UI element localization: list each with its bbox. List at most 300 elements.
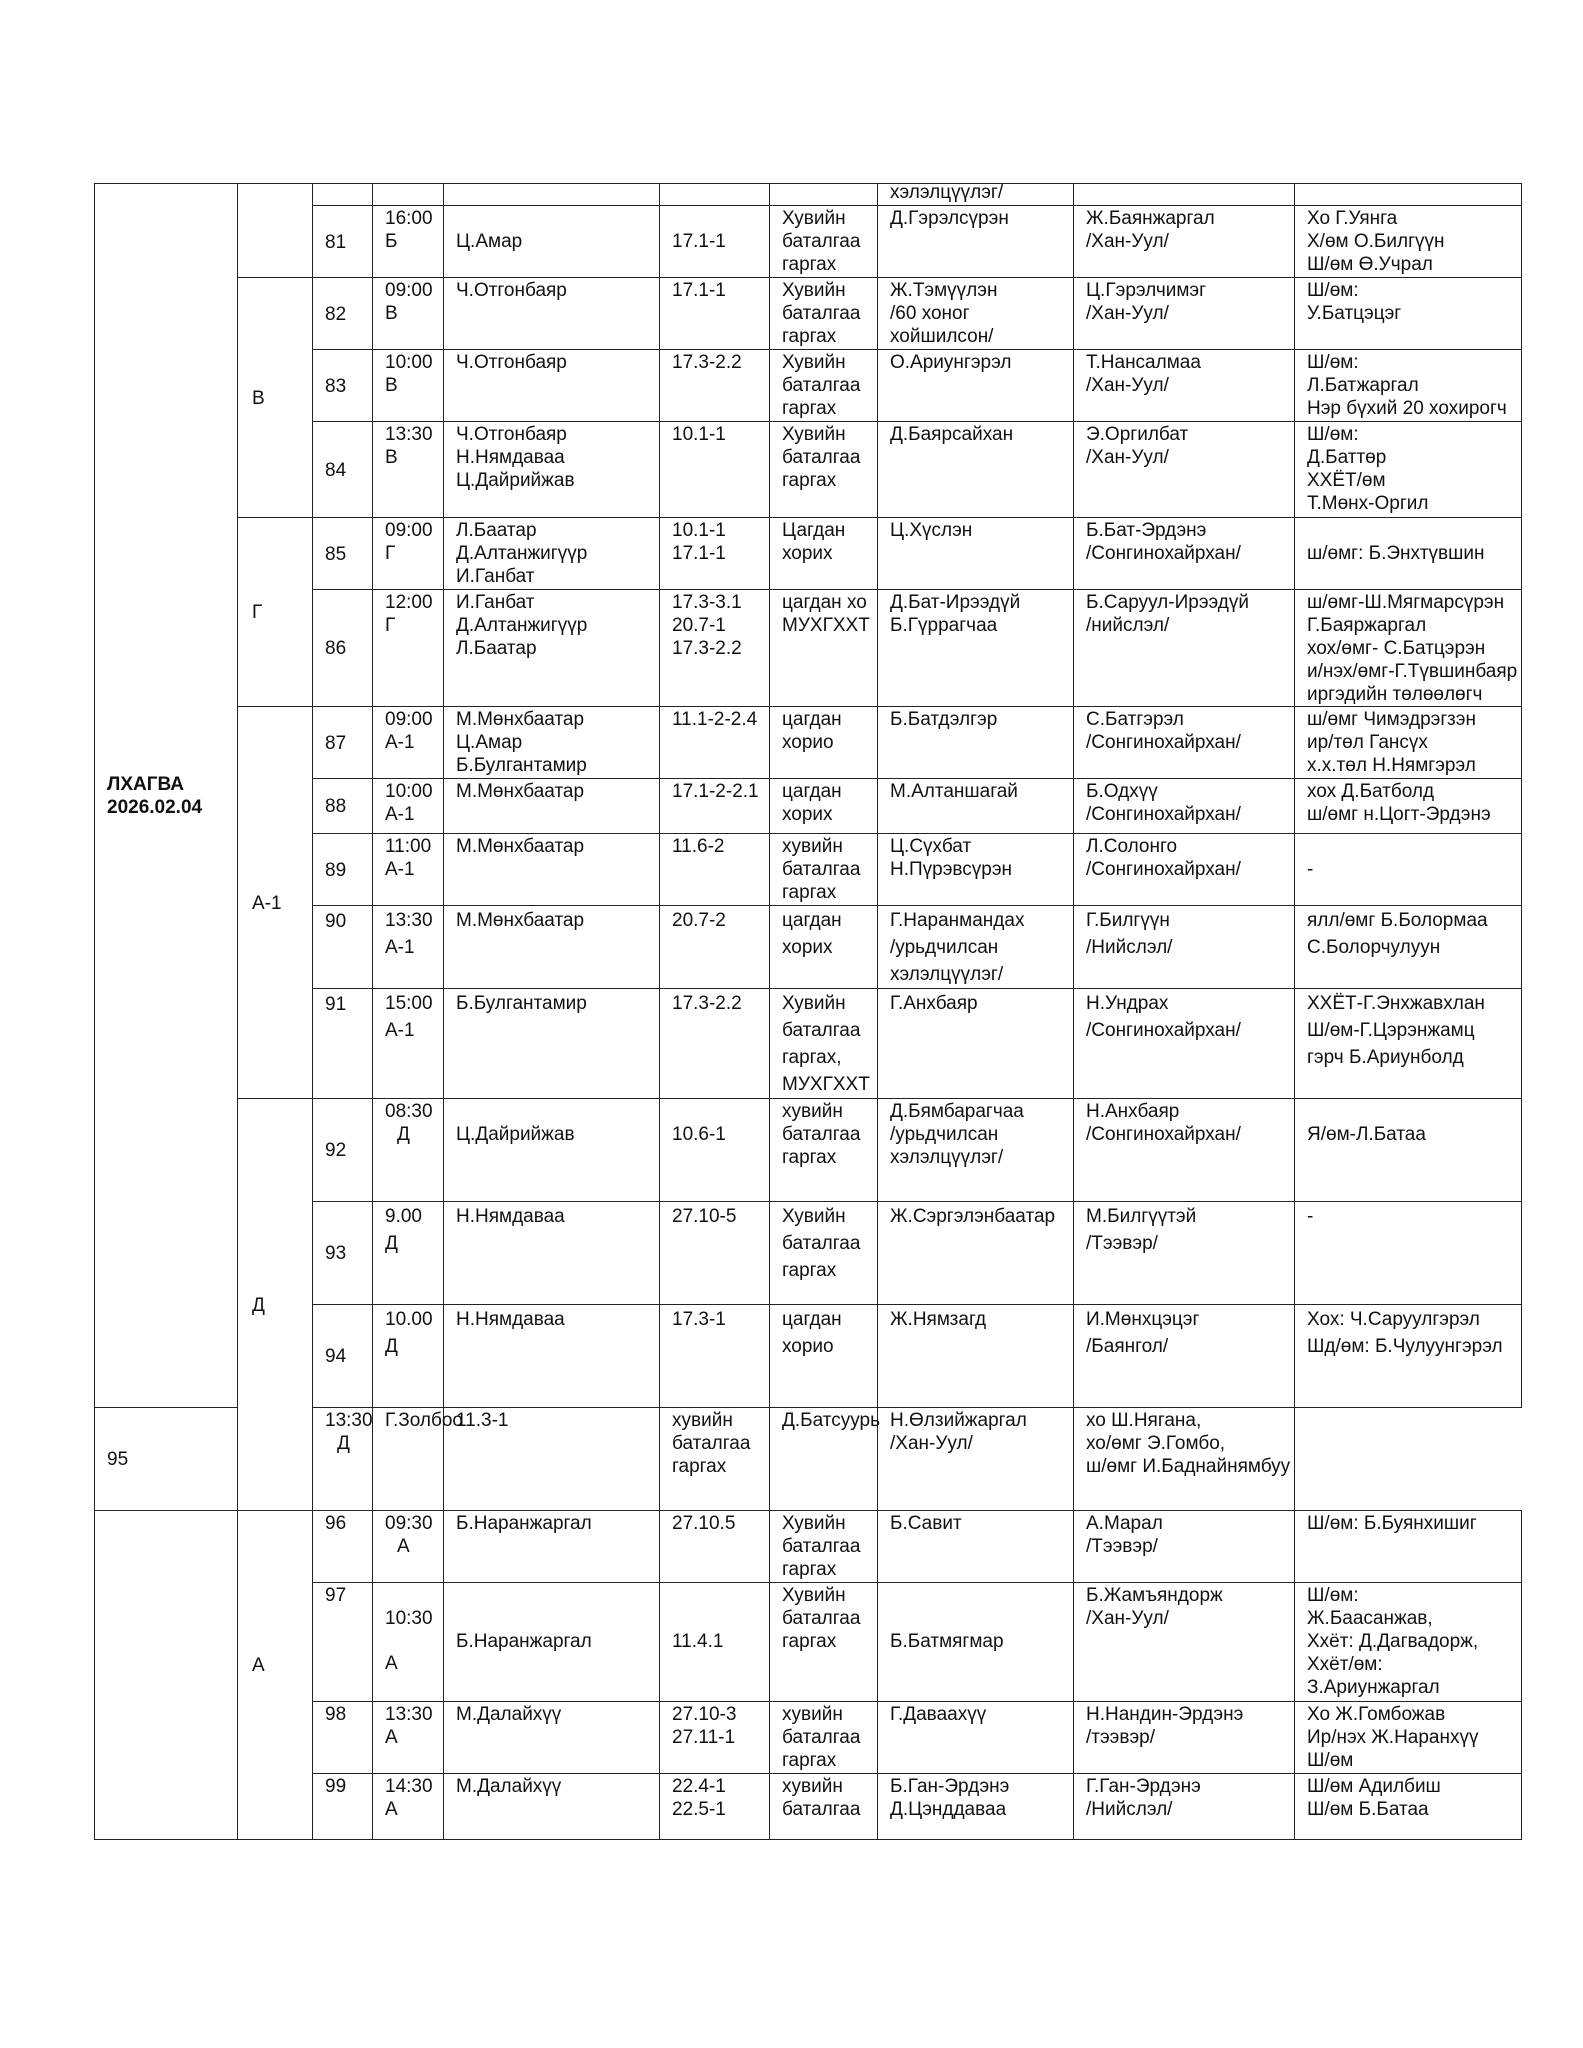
defendant-line: /Хан-Уул/: [1086, 231, 1169, 252]
measure-cell: [770, 206, 878, 278]
row-number-cell: [313, 989, 373, 1099]
article-cell: [660, 1702, 770, 1774]
schedule-body: [95, 184, 1522, 1840]
judges-line: И.Ганбат: [456, 592, 535, 613]
defendant-line: М.Билгүүтэй: [1086, 1206, 1197, 1227]
measure-line: баталгаа: [782, 303, 861, 324]
hearing-time: 10:30: [385, 1608, 433, 1629]
participants-cell: [1295, 590, 1522, 707]
article-line: [672, 1607, 757, 1630]
judges-cell: [444, 1511, 660, 1583]
measure-line: баталгаа: [782, 1536, 861, 1557]
hearing-room: Д: [337, 1433, 350, 1454]
judges-line: [456, 1100, 647, 1123]
defendant-cell: [878, 1408, 1074, 1511]
table-row: [95, 278, 1522, 350]
row-number-cell: [313, 590, 373, 707]
row-number-cell: [313, 834, 373, 906]
prosecutor-line: Д.Бямбарагчаа: [890, 1101, 1024, 1122]
measure-cell: [770, 707, 878, 779]
hearing-room: В: [385, 375, 398, 396]
defendant-line: /Нийслэл/: [1086, 1799, 1173, 1820]
prosecutor-line: хэлэлцүүлэг/: [890, 964, 1004, 985]
article-line: 17.1-2-2.1: [672, 781, 759, 802]
row-number: 82: [325, 303, 347, 325]
article-line: 27.10-3: [672, 1704, 737, 1725]
measure-cell: [770, 1305, 878, 1408]
measure-line: баталгаа: [782, 231, 861, 252]
judges-cell: [444, 1583, 660, 1702]
hearing-time: 09:00: [385, 709, 433, 730]
prosecutor-line: хойшилсон/: [890, 326, 994, 347]
hearing-time: 11:00: [385, 836, 432, 857]
measure-line: цагдан: [782, 709, 842, 730]
hearing-room: А: [385, 1653, 398, 1674]
participants-cell: [1295, 989, 1522, 1099]
article-cell: [660, 989, 770, 1099]
hearing-time: 09:00: [385, 280, 433, 301]
participants-line: -: [1307, 1206, 1314, 1227]
measure-line: Хувийн: [782, 1513, 846, 1534]
prosecutor-cell: [878, 1583, 1074, 1702]
hearing-room: Д: [397, 1124, 410, 1145]
participants-line: З.Ариунжаргал: [1307, 1677, 1440, 1698]
measure-line: Хувийн: [782, 424, 846, 445]
day-name: ЛХАГВА: [107, 774, 184, 795]
row-number: 88: [325, 796, 347, 817]
defendant-line: Л.Солонго: [1086, 836, 1178, 857]
defendant-line: А.Марал: [1086, 1513, 1163, 1534]
row-number: 95: [107, 1449, 129, 1470]
measure-line: гаргах: [782, 882, 837, 903]
article-line: 17.3-2.2: [672, 638, 742, 659]
hearing-time: 9.00: [385, 1206, 422, 1227]
measure-line: Хувийн: [782, 208, 846, 229]
measure-cell: [770, 1774, 878, 1840]
room-label: Д: [252, 1294, 265, 1316]
defendant-line: /Сонгинохайрхан/: [1086, 859, 1241, 880]
measure-line: баталгаа: [672, 1433, 751, 1454]
hearing-time: 10.00: [385, 1309, 433, 1330]
prosecutor-line: Ц.Хүслэн: [890, 520, 973, 541]
row-number-cell: [95, 1408, 238, 1511]
measure-cell: [770, 1099, 878, 1202]
hearing-room: А-1: [385, 1020, 415, 1041]
participants-line: Ш/өм: Б.Буянхишиг: [1307, 1513, 1477, 1534]
judges-cell: [373, 1408, 463, 1511]
participants-line: ш/өмг н.Цогт-Эрдэнэ: [1307, 804, 1491, 825]
prosecutor-line: Д.Бат-Ирээдүй: [890, 592, 1021, 613]
judges-cell: [444, 1774, 660, 1840]
time-cell: [373, 707, 444, 779]
measure-line: МУХГХХТ: [782, 1074, 870, 1095]
judges-line: Б.Наранжаргал: [456, 1513, 592, 1534]
prosecutor-line: Б.Ган-Эрдэнэ: [890, 1776, 1010, 1797]
participants-line: Ш/өм:: [1307, 1585, 1359, 1606]
measure-line: хувийн: [672, 1410, 733, 1431]
prosecutor-cell: [878, 989, 1074, 1099]
participants-line: У.Батцэцэг: [1307, 303, 1402, 324]
judges-line: Г.Золбоо: [385, 1410, 463, 1431]
judges-cell: [444, 1702, 660, 1774]
participants-line: Ш/өм Ө.Учрал: [1307, 254, 1433, 275]
measure-line: гаргах: [782, 1750, 837, 1771]
hearing-room: А-1: [385, 937, 415, 958]
row-number-cell: [313, 1202, 373, 1305]
measure-line: Хувийн: [782, 352, 846, 373]
participants-line: ХХЁТ/өм: [1307, 470, 1386, 491]
article-line: 10.1-1: [672, 520, 726, 541]
time-cell: [373, 518, 444, 590]
empty-cell: [313, 184, 373, 206]
empty-cell: [660, 184, 770, 206]
defendant-cell: [1074, 707, 1295, 779]
measure-line: баталгаа: [782, 1727, 861, 1748]
defendant-line: /Хан-Уул/: [1086, 375, 1169, 396]
measure-line: Хувийн: [782, 1206, 846, 1227]
participants-cell: [1295, 1305, 1522, 1408]
defendant-cell: [1074, 350, 1295, 422]
prosecutor-line: Б.Батдэлгэр: [890, 709, 998, 730]
defendant-line: Н.Анхбаяр: [1086, 1101, 1180, 1122]
participants-cell: [1295, 1774, 1522, 1840]
hearing-room: А: [385, 1727, 398, 1748]
defendant-line: /Сонгинохайрхан/: [1086, 1020, 1241, 1041]
defendant-line: Б.Жамъяндорж: [1086, 1585, 1223, 1606]
participants-line: Д.Баттөр: [1307, 447, 1387, 468]
defendant-line: /Сонгинохайрхан/: [1086, 543, 1241, 564]
prosecutor-line: /урьдчилсан: [890, 937, 999, 958]
article-line: 27.10-5: [672, 1206, 737, 1227]
row-number-cell: [313, 1305, 373, 1408]
prosecutor-cell: [878, 206, 1074, 278]
measure-cell: [770, 1583, 878, 1702]
participants-cell: [1295, 206, 1522, 278]
prosecutor-line: [890, 1607, 1061, 1630]
judges-line: Ц.Амар: [456, 732, 523, 753]
empty-cell: [1074, 184, 1295, 206]
prosecutor-line: Г.Даваахүү: [890, 1704, 987, 1725]
row-number: 90: [325, 911, 347, 932]
prosecutor-cell: [878, 1099, 1074, 1202]
judges-cell: [444, 989, 660, 1099]
row-number: 85: [325, 543, 347, 565]
judges-cell: [444, 906, 660, 989]
participants-cell: [1295, 518, 1522, 590]
prosecutor-cell: [770, 1408, 881, 1511]
judges-line: Ц.Амар: [456, 231, 523, 252]
judges-line: Д.Алтанжигүүр: [456, 543, 588, 564]
continuation-text: хэлэлцүүлэг/: [890, 182, 1004, 203]
day-cell-empty: [95, 1511, 238, 1840]
measure-cell: [770, 989, 878, 1099]
article-cell: [660, 1583, 770, 1702]
article-line: 11.1-2-2.4: [672, 709, 758, 730]
hearing-room: Г: [385, 543, 396, 564]
defendant-line: Г.Билгүүн: [1086, 910, 1170, 931]
time-cell: [373, 834, 444, 906]
defendant-cell: [1074, 834, 1295, 906]
article-cell: [660, 707, 770, 779]
measure-line: баталгаа: [782, 859, 861, 880]
participants-cell: [1295, 278, 1522, 350]
measure-line: хорио: [782, 732, 834, 753]
measure-line: Хувийн: [782, 993, 846, 1014]
hearing-room: Б: [385, 231, 398, 252]
time-cell: [373, 989, 444, 1099]
prosecutor-line: Н.Пүрэвсүрэн: [890, 859, 1013, 880]
article-line: 11.3-1: [456, 1410, 509, 1431]
prosecutor-line: Д.Цэнддаваа: [890, 1799, 1007, 1820]
defendant-line: Б.Одхүү: [1086, 781, 1158, 802]
judges-line: Ц.Дайрийжав: [456, 470, 575, 491]
participants-line: [1307, 1100, 1509, 1123]
participants-line: ш/өмг: Б.Энхтүвшин: [1307, 543, 1485, 564]
empty-cell: [770, 184, 878, 206]
measure-line: гаргах: [782, 1147, 837, 1168]
participants-line: хо Ш.Нягана,: [1086, 1410, 1202, 1431]
participants-line: Ххёт: Д.Дагвадорж,: [1307, 1631, 1479, 1652]
hearing-room: В: [385, 303, 398, 324]
measure-cell: [770, 906, 878, 989]
article-line: 20.7-2: [672, 910, 726, 931]
defendant-line: И.Мөнхцэцэг: [1086, 1309, 1200, 1330]
row-number-cell: [313, 422, 373, 518]
participants-line: хо/өмг Э.Гомбо,: [1086, 1433, 1226, 1454]
article-line: 17.3-1: [672, 1309, 726, 1330]
row-number-cell: [313, 1583, 373, 1702]
judges-line: Ч.Отгонбаяр: [456, 424, 567, 445]
hearing-room: Д: [385, 1336, 398, 1357]
row-number: 89: [325, 859, 347, 881]
prosecutor-line: Ж.Нямзагд: [890, 1309, 987, 1330]
participants-cell: [1295, 707, 1522, 779]
time-cell: [373, 1099, 444, 1202]
row-number-cell: [313, 1774, 373, 1840]
hearing-room: Г: [385, 615, 396, 636]
measure-cell: [770, 422, 878, 518]
defendant-line: Ц.Гэрэлчимэг: [1086, 280, 1207, 301]
room-label: А-1: [252, 892, 282, 914]
participants-cell: [1295, 779, 1522, 834]
participants-line: ХХЁТ-Г.Энхжавхлан: [1307, 993, 1485, 1014]
defendant-cell: [1074, 1511, 1295, 1583]
defendant-line: /Хан-Уул/: [890, 1433, 973, 1454]
measure-line: Цагдан: [782, 520, 846, 541]
defendant-cell: [1074, 1702, 1295, 1774]
article-line: 11.4.1: [672, 1631, 724, 1652]
empty-cell: [373, 184, 444, 206]
participants-line: ш/өмг Чимэдрэгзэн: [1307, 709, 1476, 730]
article-cell: [660, 779, 770, 834]
measure-line: хорих: [782, 804, 833, 825]
defendant-cell: [1074, 1202, 1295, 1305]
judges-cell: [444, 1305, 660, 1408]
hearing-time: 13:30: [385, 1704, 433, 1725]
prosecutor-line: хэлэлцүүлэг/: [890, 1147, 1004, 1168]
participants-line: [1307, 835, 1509, 858]
row-number: 91: [325, 994, 347, 1015]
participants-line: Хо Ж.Гомбожав: [1307, 1704, 1446, 1725]
prosecutor-line: /урьдчилсан: [890, 1124, 999, 1145]
article-line: 11.6-2: [672, 836, 725, 857]
measure-line: хувийн: [782, 836, 843, 857]
time-cell: [373, 906, 444, 989]
prosecutor-line: Б.Батмягмар: [890, 1631, 1004, 1652]
time-cell: [373, 278, 444, 350]
hearing-time: 13:30: [385, 424, 433, 445]
participants-line: Ш/өм-Г.Цэрэнжамц: [1307, 1020, 1475, 1041]
defendant-cell: [1074, 206, 1295, 278]
measure-line: хорих: [782, 937, 833, 958]
prosecutor-line: Ц.Сүхбат: [890, 836, 972, 857]
article-line: 10.6-1: [672, 1124, 726, 1145]
defendant-cell: [1074, 1774, 1295, 1840]
continuation-row: [95, 184, 1522, 206]
prosecutor-cell: [878, 1202, 1074, 1305]
row-number: 87: [325, 732, 347, 754]
article-line: [672, 1100, 757, 1123]
measure-line: баталгаа: [782, 1799, 861, 1820]
participants-line: Ш/өм Адилбиш: [1307, 1776, 1441, 1797]
measure-line: гаргах: [782, 1559, 837, 1580]
defendant-cell: [1074, 1583, 1295, 1702]
prosecutor-cell: [878, 1511, 1074, 1583]
measure-cell: [770, 834, 878, 906]
judges-cell: [444, 834, 660, 906]
table-row: [95, 707, 1522, 779]
judges-cell: [444, 422, 660, 518]
day-cell: [95, 184, 238, 1408]
time-cell: [373, 1583, 444, 1702]
participants-line: Г.Баяржаргал: [1307, 615, 1427, 636]
hearing-room: А-1: [385, 804, 415, 825]
judges-cell: [444, 206, 660, 278]
article-line: 27.10.5: [672, 1513, 736, 1534]
measure-line: цагдан: [782, 781, 842, 802]
judges-line: Ц.Дайрийжав: [456, 1124, 575, 1145]
hearing-time: 14:30: [385, 1776, 433, 1797]
participants-line: Шд/өм: Б.Чулуунгэрэл: [1307, 1336, 1503, 1357]
measure-line: гаргах: [672, 1456, 727, 1477]
measure-line: баталгаа: [782, 1020, 861, 1041]
measure-line: гаргах: [782, 398, 837, 419]
schedule-page: [94, 183, 1521, 1840]
participants-cell: [1295, 1099, 1522, 1202]
hearing-room: А: [385, 1799, 398, 1820]
row-number: 94: [325, 1346, 347, 1367]
prosecutor-cell: [878, 1702, 1074, 1774]
measure-cell: [770, 590, 878, 707]
judges-line: Ч.Отгонбаяр: [456, 352, 567, 373]
judges-line: М.Мөнхбаатар: [456, 910, 585, 931]
hearing-room: Д: [385, 1233, 398, 1254]
article-line: 17.1-1: [672, 543, 726, 564]
hearing-time: 13:30: [325, 1410, 373, 1431]
row-number: 83: [325, 375, 347, 397]
row-number: 97: [325, 1585, 347, 1606]
judges-line: М.Мөнхбаатар: [456, 709, 585, 730]
measure-line: цагдан хо: [782, 592, 867, 613]
hearing-time: 08:30: [385, 1101, 433, 1122]
judges-line: Л.Баатар: [456, 520, 537, 541]
defendant-line: /Хан-Уул/: [1086, 303, 1169, 324]
article-cell: [660, 350, 770, 422]
row-number: 93: [325, 1243, 347, 1264]
hearing-time: 15:00: [385, 993, 433, 1014]
judges-line: Б.Наранжаргал: [456, 1631, 592, 1652]
hearing-room: А: [397, 1536, 410, 1557]
defendant-line: С.Батгэрэл: [1086, 709, 1184, 730]
time-cell: [373, 1702, 444, 1774]
hearing-time: 10:00: [385, 781, 433, 802]
article-line: 10.1-1: [672, 424, 726, 445]
article-cell: [660, 518, 770, 590]
judges-line: М.Мөнхбаатар: [456, 781, 585, 802]
row-number-cell: [313, 1511, 373, 1583]
judges-line: Б.Булгантамир: [456, 993, 587, 1014]
article-cell: [660, 906, 770, 989]
prosecutor-cell: [878, 422, 1074, 518]
measure-line: баталгаа: [782, 1233, 861, 1254]
measure-line: хувийн: [782, 1704, 843, 1725]
room-cell: [238, 184, 313, 278]
prosecutor-cell: [878, 278, 1074, 350]
prosecutor-line: Б.Гүррагчаа: [890, 615, 998, 636]
time-cell: [373, 1774, 444, 1840]
defendant-line: /Баянгол/: [1086, 1336, 1169, 1357]
row-number-cell: [313, 707, 373, 779]
prosecutor-line: [890, 1584, 1061, 1607]
measure-line: гаргах,: [782, 1047, 842, 1068]
measure-line: баталгаа: [782, 1608, 861, 1629]
measure-line: цагдан: [782, 910, 842, 931]
participants-line: иргэдийн төлөөлөгч: [1307, 684, 1483, 705]
row-number: 99: [325, 1776, 347, 1797]
article-cell: [660, 1774, 770, 1840]
judges-line: Д.Алтанжигүүр: [456, 615, 588, 636]
judges-cell: [444, 1099, 660, 1202]
participants-line: Ш/өм:: [1307, 280, 1359, 301]
measure-cell: [660, 1408, 770, 1511]
participants-line: Нэр бүхий 20 хохирогч: [1307, 398, 1507, 419]
participants-line: -: [1307, 859, 1314, 880]
defendant-line: Н.Ундрах: [1086, 993, 1169, 1014]
defendant-line: Б.Бат-Эрдэнэ: [1086, 520, 1207, 541]
participants-cell: [1295, 1583, 1522, 1702]
participants-line: ялл/өмг Б.Болормаа: [1307, 910, 1488, 931]
judges-line: [456, 1584, 647, 1607]
judges-line: М.Далайхүү: [456, 1704, 562, 1725]
participants-line: Ххёт/өм:: [1307, 1654, 1383, 1675]
article-cell: [660, 834, 770, 906]
defendant-cell: [1074, 422, 1295, 518]
participants-cell: [1295, 906, 1522, 989]
article-cell: [660, 278, 770, 350]
time-cell: [373, 1511, 444, 1583]
row-number: 96: [325, 1513, 347, 1534]
prosecutor-line: Б.Савит: [890, 1513, 962, 1534]
article-cell: [660, 1305, 770, 1408]
hearing-time: 12:00: [385, 592, 433, 613]
judges-line: Л.Баатар: [456, 638, 537, 659]
defendant-cell: [1074, 779, 1295, 834]
row-number: 81: [325, 231, 347, 253]
measure-line: гаргах: [782, 1260, 837, 1281]
measure-line: МУХГХХТ: [782, 615, 870, 636]
defendant-cell: [1074, 989, 1295, 1099]
prosecutor-cell: [878, 707, 1074, 779]
